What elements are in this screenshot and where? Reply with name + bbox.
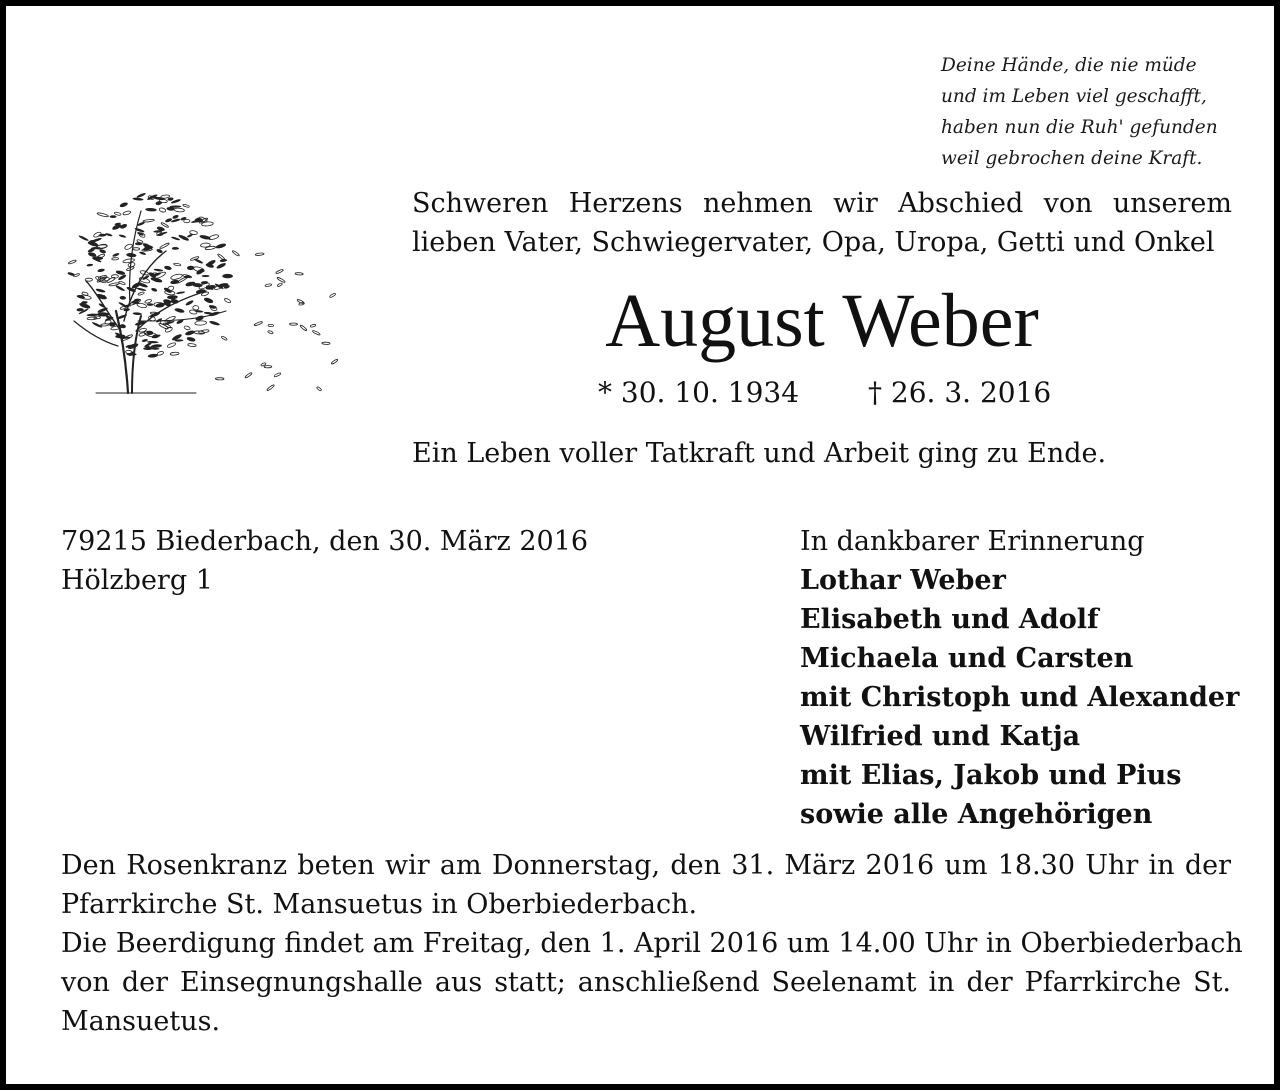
- leaf-mark: [173, 263, 180, 266]
- leaf-mark: [78, 235, 89, 242]
- leaf-mark: [139, 251, 146, 256]
- leaf-mark: [139, 328, 147, 333]
- leaf-mark: [110, 215, 117, 218]
- leaf-mark: [68, 260, 76, 265]
- leaf-mark: [322, 342, 330, 345]
- death-date: † 26. 3. 2016: [868, 376, 1052, 409]
- leaf-mark: [143, 219, 155, 222]
- leaf-mark: [215, 243, 226, 250]
- leaf-mark: [185, 330, 196, 337]
- leaf-mark: [245, 372, 253, 379]
- leaf-mark: [186, 336, 196, 342]
- mourner-name: Michaela und Carsten: [800, 643, 1134, 674]
- leaf-mark: [165, 218, 173, 224]
- service-line: von der Einsegnungshalle aus statt; anschließend Seelenamt in der Pfarrkirche St.: [61, 967, 1231, 998]
- leaf-mark: [184, 325, 191, 330]
- leaf-mark: [145, 208, 157, 212]
- leaf-mark: [232, 250, 240, 257]
- leaf-mark: [274, 372, 281, 377]
- leaf-mark: [222, 274, 233, 278]
- leaf-mark: [157, 351, 164, 356]
- leaf-mark: [161, 222, 169, 228]
- leaf-mark: [95, 288, 105, 293]
- leaf-mark: [172, 214, 179, 219]
- leaf-mark: [310, 324, 316, 328]
- leaf-mark: [148, 353, 159, 358]
- leaf-mark: [112, 258, 119, 261]
- leaf-mark: [119, 296, 126, 300]
- leaf-mark: [277, 283, 283, 287]
- leaf-mark: [136, 192, 146, 198]
- leaf-mark: [170, 352, 179, 356]
- leaf-mark: [151, 287, 158, 292]
- leaf-mark: [112, 252, 120, 257]
- leaf-mark: [144, 299, 152, 304]
- leaf-mark: [202, 275, 210, 277]
- leaf-mark: [150, 276, 163, 283]
- leaf-mark: [331, 359, 338, 365]
- leaf-mark: [170, 279, 179, 284]
- deceased-name: August Weber: [605, 279, 1039, 363]
- mourners-heading: In dankbarer Erinnerung: [800, 526, 1145, 557]
- leaf-mark: [195, 320, 207, 325]
- leaf-mark: [126, 253, 137, 258]
- leaf-mark: [265, 283, 272, 286]
- leaf-mark: [205, 246, 216, 250]
- leaf-mark: [114, 212, 121, 216]
- leaf-mark: [97, 268, 105, 272]
- leaf-mark: [255, 253, 264, 256]
- poem-line: und im Leben viel geschafft,: [941, 86, 1207, 107]
- service-line: Den Rosenkranz beten wir am Donnerstag, den 31. März 2016 um 18.30 Uhr in der: [61, 850, 1231, 881]
- leaf-mark: [123, 210, 132, 215]
- leaf-mark: [133, 312, 143, 315]
- leaf-mark: [176, 291, 185, 295]
- mourner-name: mit Christoph und Alexander: [800, 682, 1240, 713]
- leaf-mark: [254, 321, 263, 326]
- birth-date: * 30. 10. 1934: [598, 376, 800, 409]
- leaf-mark: [290, 323, 298, 325]
- leaf-mark: [119, 202, 128, 208]
- leaf-mark: [155, 201, 162, 206]
- leaf-mark: [174, 307, 185, 313]
- intro-line: Schweren Herzens nehmen wir Abschied von unserem: [412, 188, 1232, 219]
- leaf-mark: [221, 336, 227, 341]
- leaf-mark: [171, 236, 180, 241]
- leaf-mark: [183, 204, 190, 208]
- mourner-name: Wilfried und Katja: [800, 721, 1081, 752]
- leaf-mark: [159, 207, 166, 213]
- leaf-mark: [119, 281, 126, 285]
- poem-line: weil gebrochen deine Kraft.: [941, 148, 1203, 169]
- leaf-mark: [329, 293, 336, 298]
- leaf-mark: [109, 282, 120, 286]
- leaf-mark: [147, 341, 159, 344]
- leaf-mark: [266, 384, 274, 391]
- leaf-mark: [147, 303, 153, 306]
- service-line: Die Beerdigung findet am Freitag, den 1. April 2016 um 14.00 Uhr in Oberbiederbach: [61, 928, 1243, 959]
- leaf-mark: [73, 273, 80, 277]
- leaf-mark: [194, 258, 204, 264]
- leaf-mark: [312, 330, 320, 336]
- leaf-mark: [220, 259, 228, 263]
- service-line: Mansuetus.: [61, 1006, 221, 1037]
- mourner-name: Lothar Weber: [800, 565, 1006, 596]
- leaf-mark: [188, 343, 197, 347]
- leaf-mark: [187, 266, 195, 271]
- leaf-mark: [180, 216, 187, 221]
- leaf-mark: [132, 197, 143, 201]
- leaf-mark: [127, 342, 139, 350]
- leaf-mark: [119, 223, 127, 229]
- leaf-mark: [203, 297, 214, 304]
- intro-line: lieben Vater, Schwiegervater, Opa, Uropa, Getti und Onkel: [412, 227, 1215, 258]
- leaf-mark: [178, 234, 190, 242]
- leaf-mark: [156, 248, 163, 254]
- leaf-mark: [115, 285, 125, 292]
- leaf-mark: [300, 325, 308, 332]
- leaf-mark: [118, 274, 127, 281]
- leaf-mark: [208, 304, 216, 309]
- mourner-name: Elisabeth und Adolf: [800, 604, 1099, 635]
- leaf-mark: [153, 268, 163, 272]
- service-details: [61, 846, 1243, 1041]
- leaf-mark: [150, 348, 160, 350]
- life-statement: Ein Leben voller Tatkraft und Arbeit ging zu Ende.: [412, 438, 1107, 469]
- leaf-mark: [86, 264, 93, 267]
- mourner-name: mit Elias, Jakob und Pius: [800, 760, 1182, 791]
- leaf-mark: [124, 243, 133, 250]
- leaf-mark: [184, 219, 190, 223]
- mourner-name: sowie alle Angehörigen: [800, 799, 1153, 830]
- leaf-mark: [224, 298, 231, 304]
- address-line: Hölzberg 1: [61, 565, 213, 596]
- leaf-mark: [174, 208, 185, 213]
- leaf-mark: [209, 320, 220, 326]
- service-line: Pfarrkirche St. Mansuetus in Oberbiederbach.: [61, 889, 698, 920]
- leaf-mark: [85, 278, 92, 281]
- leaf-mark: [171, 218, 181, 223]
- leaf-mark: [96, 293, 108, 301]
- leaf-mark: [167, 342, 177, 348]
- leaf-mark: [119, 234, 127, 238]
- poem-line: haben nun die Ruh' gefunden: [941, 117, 1218, 138]
- poem-verse: [941, 50, 1241, 174]
- leaf-mark: [185, 299, 194, 306]
- leaf-mark: [275, 269, 283, 274]
- place-and-address: [61, 522, 588, 600]
- leaf-mark: [126, 353, 136, 356]
- leaf-mark: [208, 234, 219, 241]
- leaf-mark: [159, 242, 169, 249]
- windblown-tree-icon: [46, 171, 346, 415]
- leaf-mark: [187, 233, 194, 238]
- leaf-mark: [138, 292, 145, 296]
- leaf-mark: [267, 330, 273, 334]
- leaf-mark: [164, 265, 172, 270]
- poem-line: Deine Hände, die nie müde: [941, 55, 1197, 76]
- leaf-mark: [136, 287, 146, 291]
- leaf-mark: [67, 272, 75, 277]
- farewell-intro: [412, 184, 1232, 262]
- leaf-mark: [216, 262, 227, 270]
- leaf-mark: [277, 277, 286, 283]
- leaf-mark: [193, 305, 199, 310]
- leaf-mark: [316, 386, 321, 391]
- leaf-mark: [201, 281, 209, 285]
- leaf-mark: [170, 205, 182, 207]
- place-date-line: 79215 Biederbach, den 30. März 2016: [61, 526, 589, 557]
- leaf-mark: [215, 378, 224, 380]
- leaf-mark: [264, 366, 272, 368]
- leaf-mark: [268, 324, 274, 326]
- leaf-mark: [97, 212, 109, 217]
- leaf-mark: [118, 301, 128, 308]
- leaf-mark: [133, 248, 140, 251]
- mourners-list: [800, 522, 1239, 834]
- leaf-mark: [172, 247, 179, 250]
- leaf-mark: [295, 272, 303, 275]
